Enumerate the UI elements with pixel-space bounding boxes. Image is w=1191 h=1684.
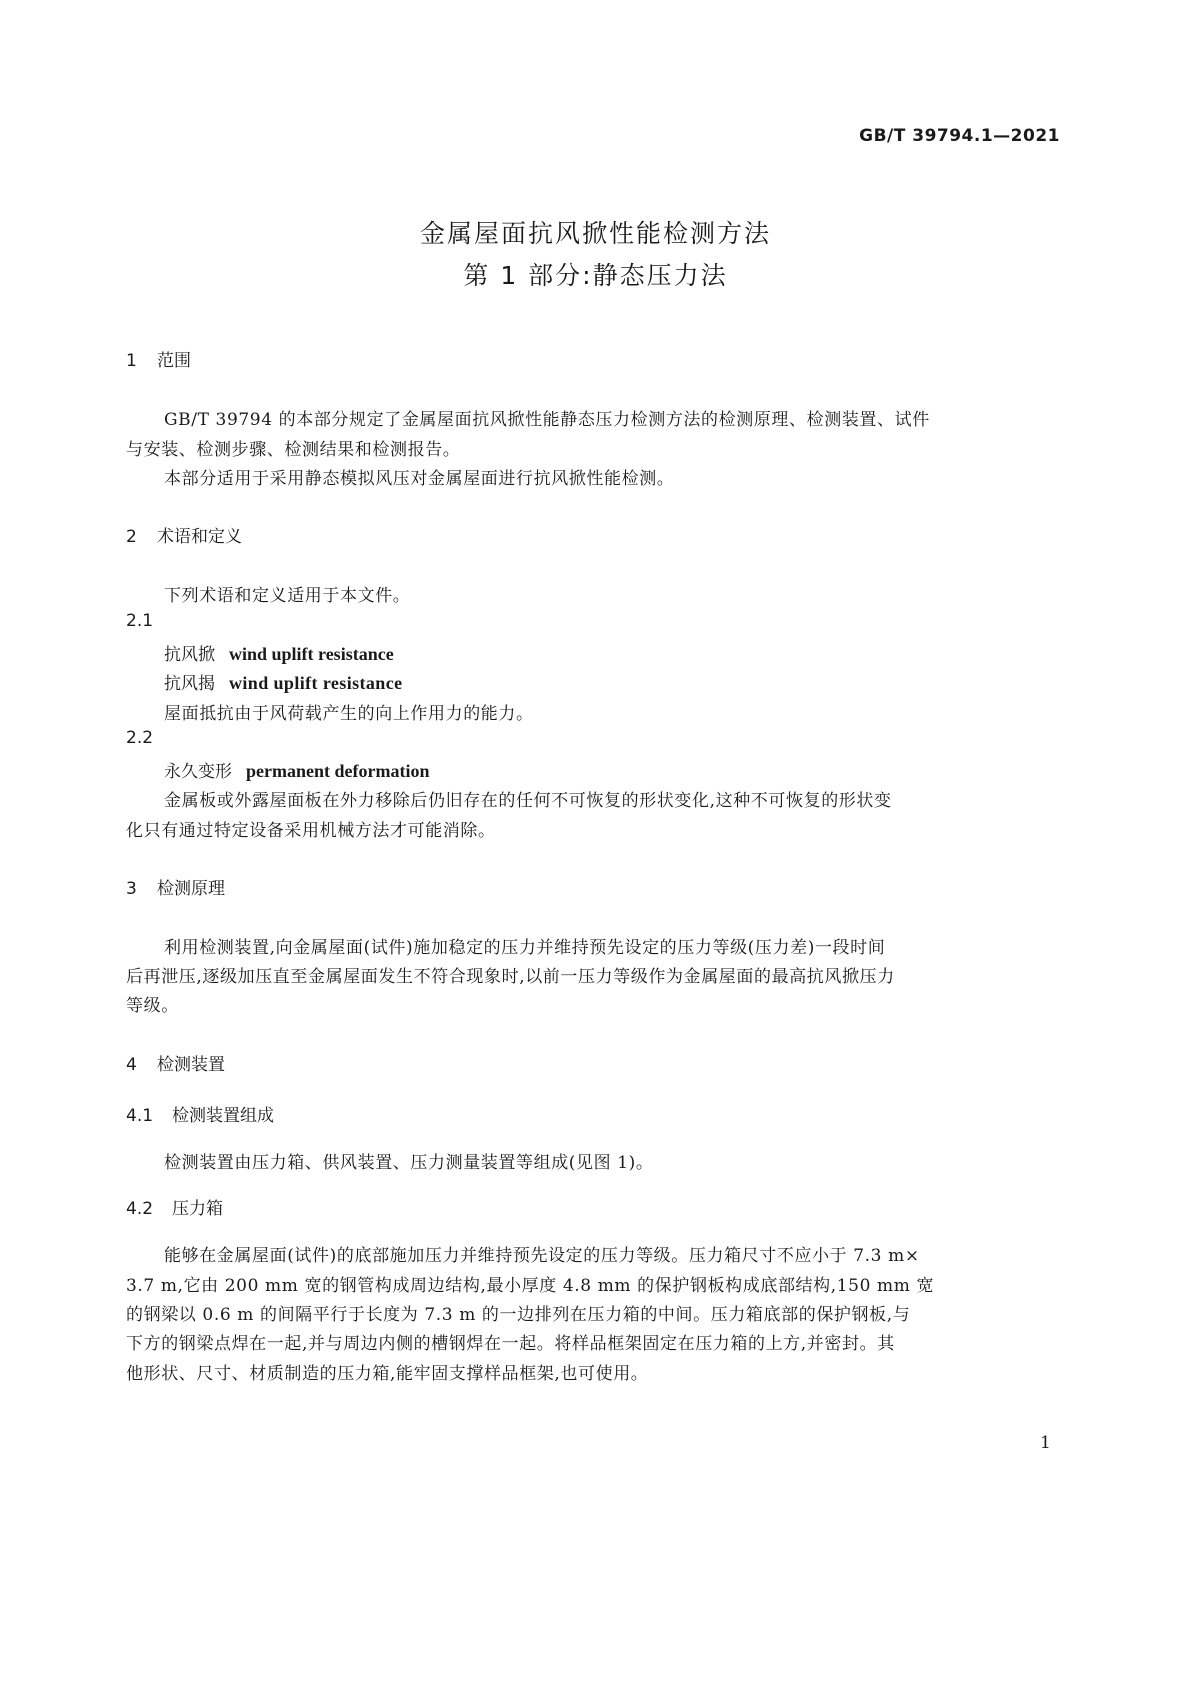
paragraph-line: 下列术语和定义适用于本文件。 [164, 586, 411, 606]
paragraph-line: 能够在金属屋面(试件)的底部施加压力并维持预先设定的压力等级。压力箱尺寸不应小于 7.3 m× [164, 1246, 920, 1266]
term-english: wind uplift resistance [229, 644, 394, 664]
paragraph-line: 后再泄压,逐级加压直至金属屋面发生不符合现象时,以前一压力等级作为金属屋面的最高抗风掀压力 [126, 967, 895, 987]
section-3-heading [126, 874, 225, 899]
paragraph-line: 3.7 m,它由 200 mm 宽的钢管构成周边结构,最小厚度 4.8 mm 的保护钢板构成底部结构,150 mm 宽 [126, 1276, 935, 1296]
term-number: 2.1 [126, 611, 154, 631]
term-english: permanent deformation [246, 761, 430, 781]
section-number: 3 [126, 879, 137, 899]
section-number: 4 [126, 1055, 137, 1075]
term-entry [164, 757, 429, 782]
term-definition-line: 屋面抵抗由于风荷载产生的向上作用力的能力。 [164, 704, 534, 724]
document-title-line2: 第 1 部分:静态压力法 [463, 261, 728, 290]
paragraph-line: 利用检测装置,向金属屋面(试件)施加稳定的压力并维持预先设定的压力等级(压力差)一段时间 [164, 938, 886, 958]
section-title: 范围 [157, 351, 191, 371]
paragraph-line: GB/T 39794 的本部分规定了金属屋面抗风掀性能静态压力检测方法的检测原理、检测装置、试件 [164, 410, 930, 430]
paragraph-line: 下方的钢梁点焊在一起,并与周边内侧的槽钢焊在一起。将样品框架固定在压力箱的上方,并密封。其 [126, 1334, 895, 1354]
subsection-title: 检测装置组成 [172, 1106, 274, 1126]
term-number: 2.2 [126, 728, 154, 748]
section-4-heading [126, 1050, 225, 1075]
section-title: 检测装置 [157, 1055, 225, 1075]
paragraph-line: 等级。 [126, 996, 179, 1016]
section-1-heading [126, 346, 191, 371]
term-entry [164, 640, 394, 665]
term-chinese: 抗风掀 [164, 645, 215, 665]
paragraph-line: 本部分适用于采用静态模拟风压对金属屋面进行抗风掀性能检测。 [164, 469, 675, 489]
subsection-4-1-heading [126, 1101, 274, 1126]
subsection-number: 4.2 [126, 1199, 154, 1219]
paragraph-line: 与安装、检测步骤、检测结果和检测报告。 [126, 440, 461, 460]
subsection-number: 4.1 [126, 1106, 154, 1126]
term-definition-line: 金属板或外露屋面板在外力移除后仍旧存在的任何不可恢复的形状变化,这种不可恢复的形状变 [164, 791, 892, 811]
paragraph-line: 他形状、尺寸、材质制造的压力箱,能牢固支撑样品框架,也可使用。 [126, 1364, 649, 1384]
term-definition-line: 化只有通过特定设备采用机械方法才可能消除。 [126, 821, 496, 841]
paragraph-line: 的钢梁以 0.6 m 的间隔平行于长度为 7.3 m 的一边排列在压力箱的中间。压力箱底部的保护钢板,与 [126, 1305, 911, 1325]
term-admitted-entry [164, 669, 402, 694]
page-number: 1 [1040, 1433, 1051, 1453]
document-title-line1: 金属屋面抗风掀性能检测方法 [419, 219, 771, 248]
subsection-4-2-heading [126, 1194, 223, 1219]
subsection-title: 压力箱 [172, 1199, 223, 1219]
term-admitted-chinese: 抗风揭 [164, 674, 215, 694]
term-chinese: 永久变形 [164, 762, 232, 782]
section-title: 检测原理 [157, 879, 225, 899]
paragraph-line: 检测装置由压力箱、供风装置、压力测量装置等组成(见图 1)。 [164, 1153, 654, 1173]
section-number: 1 [126, 351, 137, 371]
section-2-heading [126, 522, 242, 547]
standard-number: GB/T 39794.1—2021 [859, 126, 1060, 146]
section-title: 术语和定义 [157, 527, 242, 547]
term-admitted-english: wind uplift resistance [229, 673, 403, 693]
section-number: 2 [126, 527, 137, 547]
